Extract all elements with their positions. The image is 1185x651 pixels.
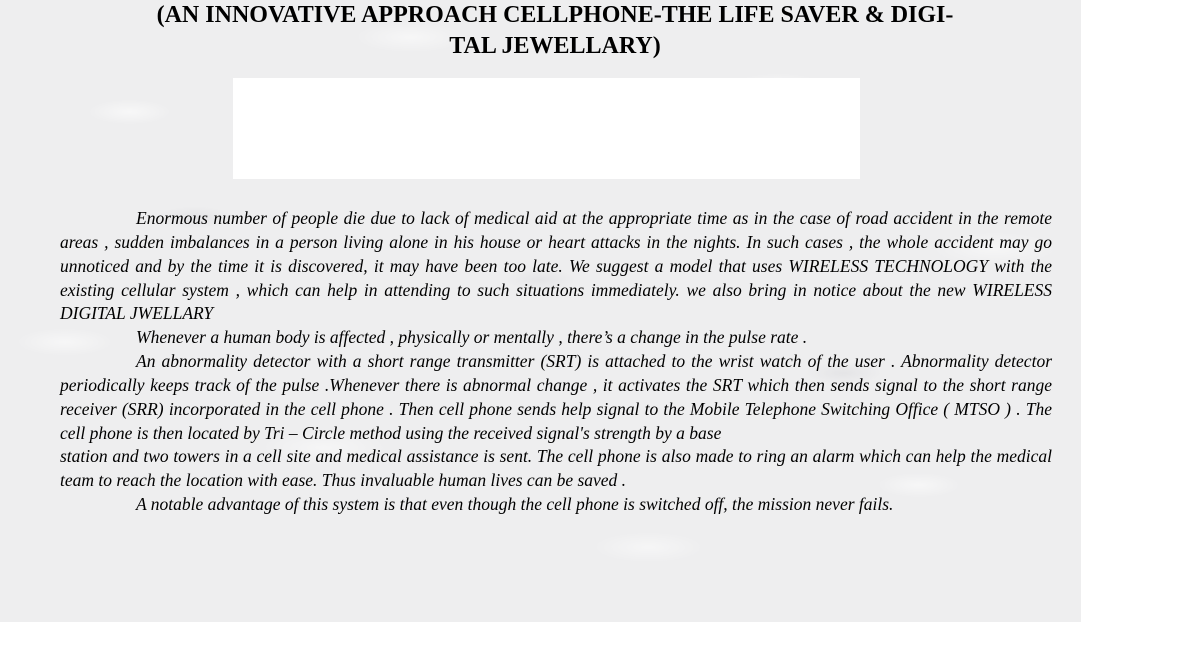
paragraph-detector: An abnormality detector with a short range transmitter (SRT) is attached to the wrist watch of the user . Abnormality detector periodically keeps track of the pulse .Whenever there is abnormal change , it activates the SRT which then sends signal to the short range receiver (SRR) incorporated in the cell phone . Then cell phone sends help signal to the Mobile Telephone Switching Office ( MTSO ) . The cell phone is then located by Tri – Circle method using the received signal's strength by a base [60, 351, 1052, 443]
blank-image-area [233, 78, 860, 179]
paragraph-pulse: Whenever a human body is affected , physically or mentally , there’s a change in the pulse rate . [136, 327, 808, 348]
paragraph-intro: Enormous number of people die due to lack of medical aid at the appropriate time as in the case of road accident in the remote areas , sudden imbalances in a person living alone in his house or heart attacks in the nights. In such cases , the whole accident may go unnoticed and by the time it is discovered, it may have been too late. We suggest a model that uses WIRELESS TECHNOLOGY with the existing cellular system , which can help in attending to such situations immediately. we also bring in notice about the new WIRELESS DIGITAL JWELLARY [60, 208, 1052, 324]
document-body [60, 207, 1052, 517]
title-line-1: (AN INNOVATIVE APPROACH CELLPHONE-THE LIFE SAVER & DIGI- [156, 2, 954, 28]
title-line-2: TAL JEWELLARY) [449, 33, 661, 59]
document-title [70, 0, 1040, 62]
paragraph-station: station and two towers in a cell site and medical assistance is sent. The cell phone is also made to ring an alarm which can help the medical team to reach the location with ease. Thus invaluable human lives can be saved . [60, 446, 1052, 491]
paragraph-advantage: A notable advantage of this system is that even though the cell phone is switched off, the mission never fails. [136, 494, 894, 515]
